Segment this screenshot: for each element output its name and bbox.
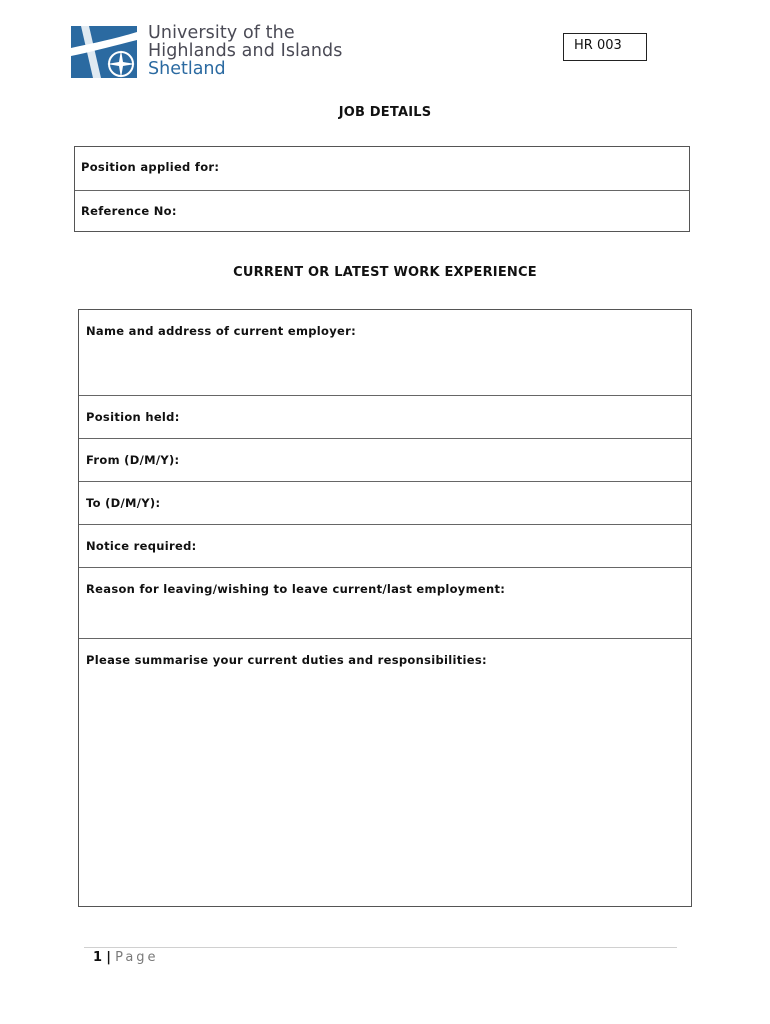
work-experience-table	[78, 309, 692, 907]
logo-line-2: Highlands and Islands	[148, 41, 343, 61]
footer-separator: |	[106, 950, 111, 965]
logo-wordmark	[148, 24, 342, 79]
position-applied-label: Position applied for:	[81, 160, 220, 174]
position-held-label: Position held:	[86, 410, 180, 424]
notice-required-row[interactable]	[79, 524, 691, 567]
from-date-label: From (D/M/Y):	[86, 453, 180, 467]
page-word: Page	[115, 950, 159, 965]
job-details-table	[74, 146, 690, 232]
reference-no-row[interactable]	[75, 190, 689, 231]
employer-label: Name and address of current employer:	[86, 324, 357, 338]
page-footer	[93, 950, 159, 965]
university-logo	[71, 24, 371, 80]
notice-required-label: Notice required:	[86, 539, 197, 553]
position-held-row[interactable]	[79, 395, 691, 438]
reason-leaving-label: Reason for leaving/wishing to leave current/last employment:	[86, 582, 506, 596]
form-code: HR 003	[574, 38, 622, 53]
form-code-box	[563, 33, 647, 61]
to-date-row[interactable]	[79, 481, 691, 524]
duties-label: Please summarise your current duties and responsibilities:	[86, 653, 487, 667]
logo-line-3: Shetland	[148, 59, 226, 79]
employer-row[interactable]	[79, 310, 691, 395]
reason-leaving-row[interactable]	[79, 567, 691, 638]
work-experience-heading: CURRENT OR LATEST WORK EXPERIENCE	[233, 265, 537, 280]
from-date-row[interactable]	[79, 438, 691, 481]
job-details-heading: JOB DETAILS	[338, 105, 432, 120]
position-applied-row[interactable]	[75, 147, 689, 190]
footer-divider	[84, 947, 677, 948]
page-number: 1	[93, 950, 103, 965]
compass-star-logo-icon	[71, 26, 137, 78]
duties-row[interactable]	[79, 638, 691, 906]
logo-line-1: University of the	[148, 23, 295, 43]
reference-no-label: Reference No:	[81, 204, 177, 218]
to-date-label: To (D/M/Y):	[86, 496, 161, 510]
